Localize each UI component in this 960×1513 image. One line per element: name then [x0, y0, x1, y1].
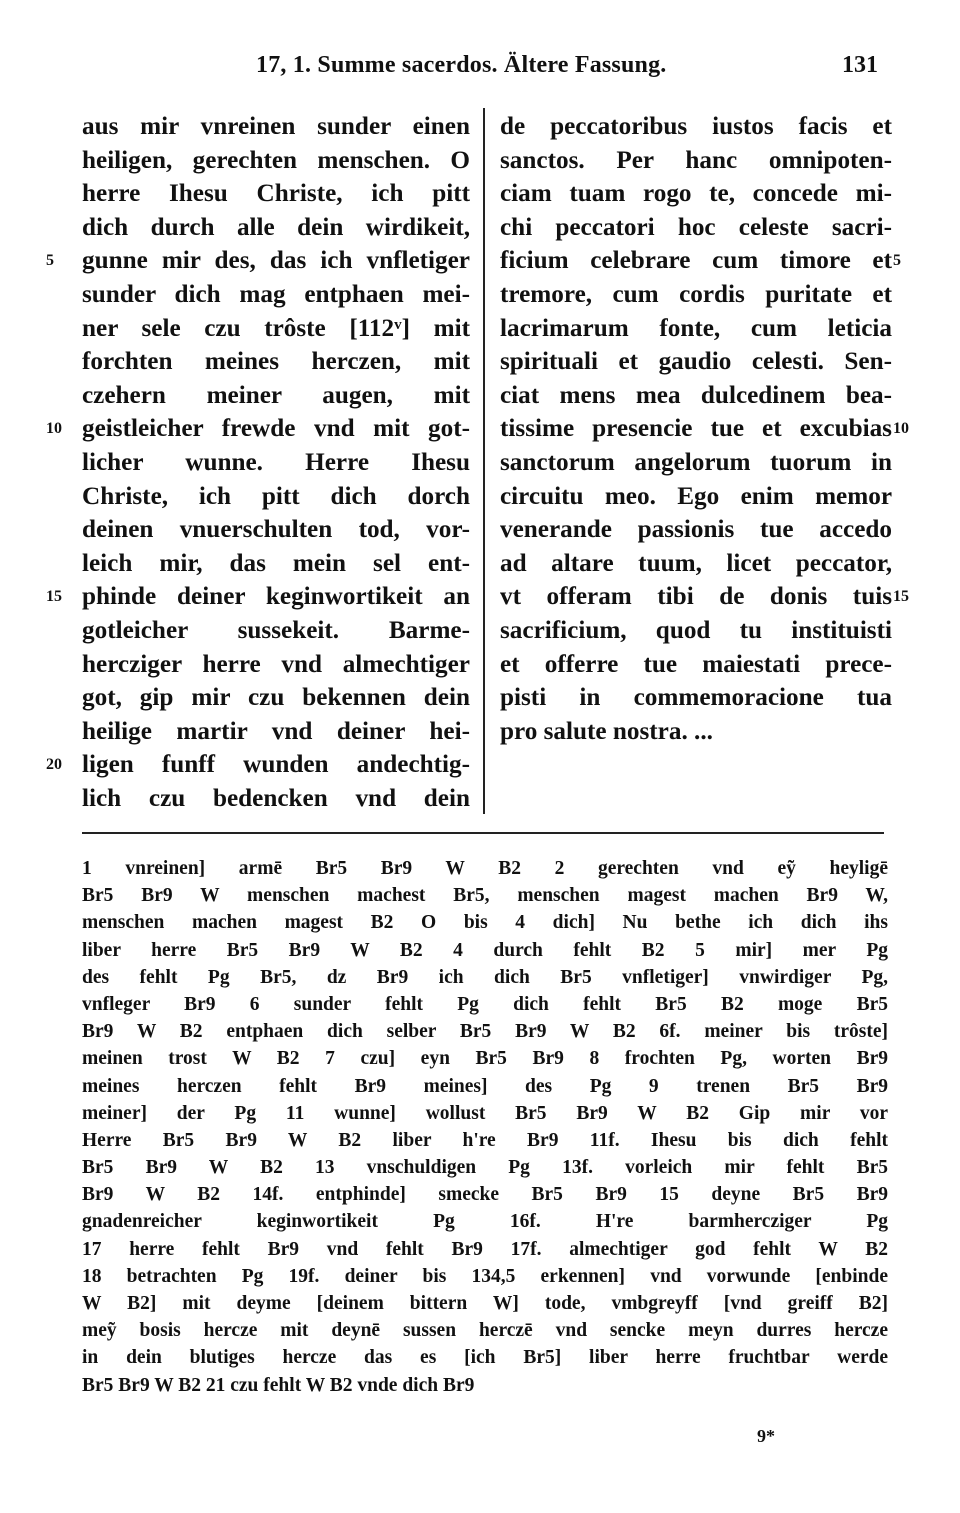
text-line: lich czu bedencken vnd dein	[82, 784, 470, 812]
text-line: hercziger herre vnd almechtiger	[82, 650, 470, 678]
text-line: ligen funff wunden andechtig-	[82, 751, 470, 779]
text-line: heilige martir vnd deiner hei-	[82, 717, 470, 745]
text-line: de peccatoribus iustos facis et	[500, 113, 892, 140]
text-line: herre Ihesu Christe, ich pitt	[82, 180, 470, 208]
text-line: sanctos. Per hanc omnipoten-	[500, 146, 892, 174]
apparatus-line: 1 vnreinen] armē Br5 Br9 W B2 2 gerechten vnd eỹ heyligē	[82, 858, 888, 879]
apparatus-line: menschen machen magest B2 O bis 4 dich] Nu bethe ich dich ihs	[82, 912, 888, 934]
text-line: dich durch alle dein wirdikeit,	[82, 213, 470, 241]
apparatus-line: 17 herre fehlt Br9 vnd fehlt Br9 17f. almechtiger god fehlt W B2	[82, 1238, 888, 1260]
apparatus-line: meinen trost W B2 7 czu] eyn Br5 Br9 8 frochten Pg, worten Br9	[82, 1048, 888, 1070]
text-line: aus mir vnreinen sunder einen	[82, 113, 470, 140]
german-text-column	[82, 110, 470, 815]
text-line: vt offeram tibi de donis tuis	[500, 583, 892, 611]
text-line: heiligen, gerechten menschen. O	[82, 146, 470, 174]
text-line: deinen vnuerschulten tod, vor-	[82, 516, 470, 544]
apparatus-line: 18 betrachten Pg 19f. deiner bis 134,5 erkennen] vnd vorwunde [enbinde	[82, 1265, 888, 1287]
text-line: gunne mir des, das ich vnfletiger	[82, 247, 470, 275]
apparatus-line: in dein blutiges hercze das es [ich Br5] liber herre fruchtbar werde	[82, 1347, 888, 1369]
text-line: sanctorum angelorum tuorum in	[500, 448, 892, 476]
text-line: pro salute nostra. ...	[500, 717, 713, 745]
critical-apparatus	[82, 855, 888, 1399]
line-number-left: 20	[46, 756, 62, 773]
text-line: ad altare tuum, licet peccator,	[500, 549, 892, 577]
apparatus-line: W B2] mit deyme [deinem bittern W] tode, vmbgreyff [vnd greiff B2]	[82, 1293, 888, 1314]
text-line: phinde deiner keginwortikeit an	[82, 583, 470, 611]
text-line: licher wunne. Herre Ihesu	[82, 448, 470, 476]
line-number-left: 15	[46, 588, 62, 605]
text-line: chi peccatori hoc celeste sacri-	[500, 213, 892, 241]
line-number-right: 15	[893, 588, 909, 605]
apparatus-line: meiner] der Pg 11 wunne] wollust Br5 Br9 W B2 Gip mir vor	[82, 1102, 888, 1124]
apparatus-line: meỹ bosis hercze mit deynē sussen herczē vnd sencke meyn durres hercze	[82, 1320, 888, 1342]
text-line: geistleicher frewde vnd mit got-	[82, 415, 470, 443]
text-line: got, gip mir czu bekennen dein	[82, 684, 470, 712]
apparatus-line: Br5 Br9 W menschen machest Br5, menschen magest machen Br9 W,	[82, 885, 888, 907]
line-number-left: 10	[46, 420, 62, 437]
apparatus-line: Br9 W B2 14f. entphinde] smecke Br5 Br9 15 deyne Br5 Br9	[82, 1184, 888, 1206]
apparatus-line: Br5 Br9 W B2 13 vnschuldigen Pg 13f. vorleich mir fehlt Br5	[82, 1157, 888, 1179]
page-number: 131	[842, 52, 878, 78]
line-number-left: 5	[46, 252, 54, 269]
text-line: circuitu meo. Ego enim memor	[500, 482, 892, 510]
line-number-right: 5	[893, 252, 901, 269]
text-line: sacrificium, quod tu instituisti	[500, 616, 892, 644]
column-divider	[483, 108, 485, 814]
text-line: sunder dich mag entphaen mei-	[82, 280, 470, 308]
text-line: ciam tuam rogo te, concede mi-	[500, 180, 892, 208]
text-line: gotleicher sussekeit. Barme-	[82, 616, 470, 644]
apparatus-line: Br5 Br9 W B2 21 czu fehlt W B2 vnde dich Br9	[82, 1374, 475, 1396]
text-line: tissime presencie tue et excubias	[500, 415, 892, 443]
apparatus-line: Br9 W B2 entphaen dich selber Br5 Br9 W B2 6f. meiner bis trôste]	[82, 1021, 888, 1043]
text-line: ficium celebrare cum timore et	[500, 247, 892, 275]
text-line: czehern meiner augen, mit	[82, 381, 470, 409]
line-number-right: 10	[893, 420, 909, 437]
apparatus-line: liber herre Br5 Br9 W B2 4 durch fehlt B2 5 mir] mer Pg	[82, 939, 888, 961]
apparatus-line: meines herczen fehlt Br9 meines] des Pg 9 trenen Br5 Br9	[82, 1075, 888, 1097]
text-line: ner sele czu trôste [112ᵛ] mit	[82, 314, 470, 342]
signature-mark: 9*	[757, 1426, 775, 1446]
text-line: venerande passionis tue accedo	[500, 516, 892, 544]
text-line: pisti in commemoracione tua	[500, 684, 892, 712]
latin-text-column	[500, 110, 892, 748]
running-header	[0, 52, 960, 92]
text-line: Christe, ich pitt dich dorch	[82, 482, 470, 510]
apparatus-line: des fehlt Pg Br5, dz Br9 ich dich Br5 vnfletiger] vnwirdiger Pg,	[82, 966, 888, 988]
text-line: leich mir, das mein sel ent-	[82, 549, 470, 577]
text-line: et offerre tue maiestati prece-	[500, 650, 892, 678]
apparatus-line: vnfleger Br9 6 sunder fehlt Pg dich fehlt Br5 B2 moge Br5	[82, 993, 888, 1015]
text-line: spirituali et gaudio celesti. Sen-	[500, 348, 892, 376]
text-line: tremore, cum cordis puritate et	[500, 280, 892, 308]
text-line: lacrimarum fonte, cum leticia	[500, 314, 892, 342]
text-line: ciat mens mea dulcedinem bea-	[500, 381, 892, 409]
apparatus-line: Herre Br5 Br9 W B2 liber h're Br9 11f. Ihesu bis dich fehlt	[82, 1129, 888, 1151]
text-line: forchten meines herczen, mit	[82, 348, 470, 376]
footnote-rule	[82, 832, 884, 834]
apparatus-line: gnadenreicher keginwortikeit Pg 16f. H're barmhercziger Pg	[82, 1211, 888, 1233]
running-title: 17, 1. Summe sacerdos. Ältere Fassung.	[256, 52, 667, 78]
